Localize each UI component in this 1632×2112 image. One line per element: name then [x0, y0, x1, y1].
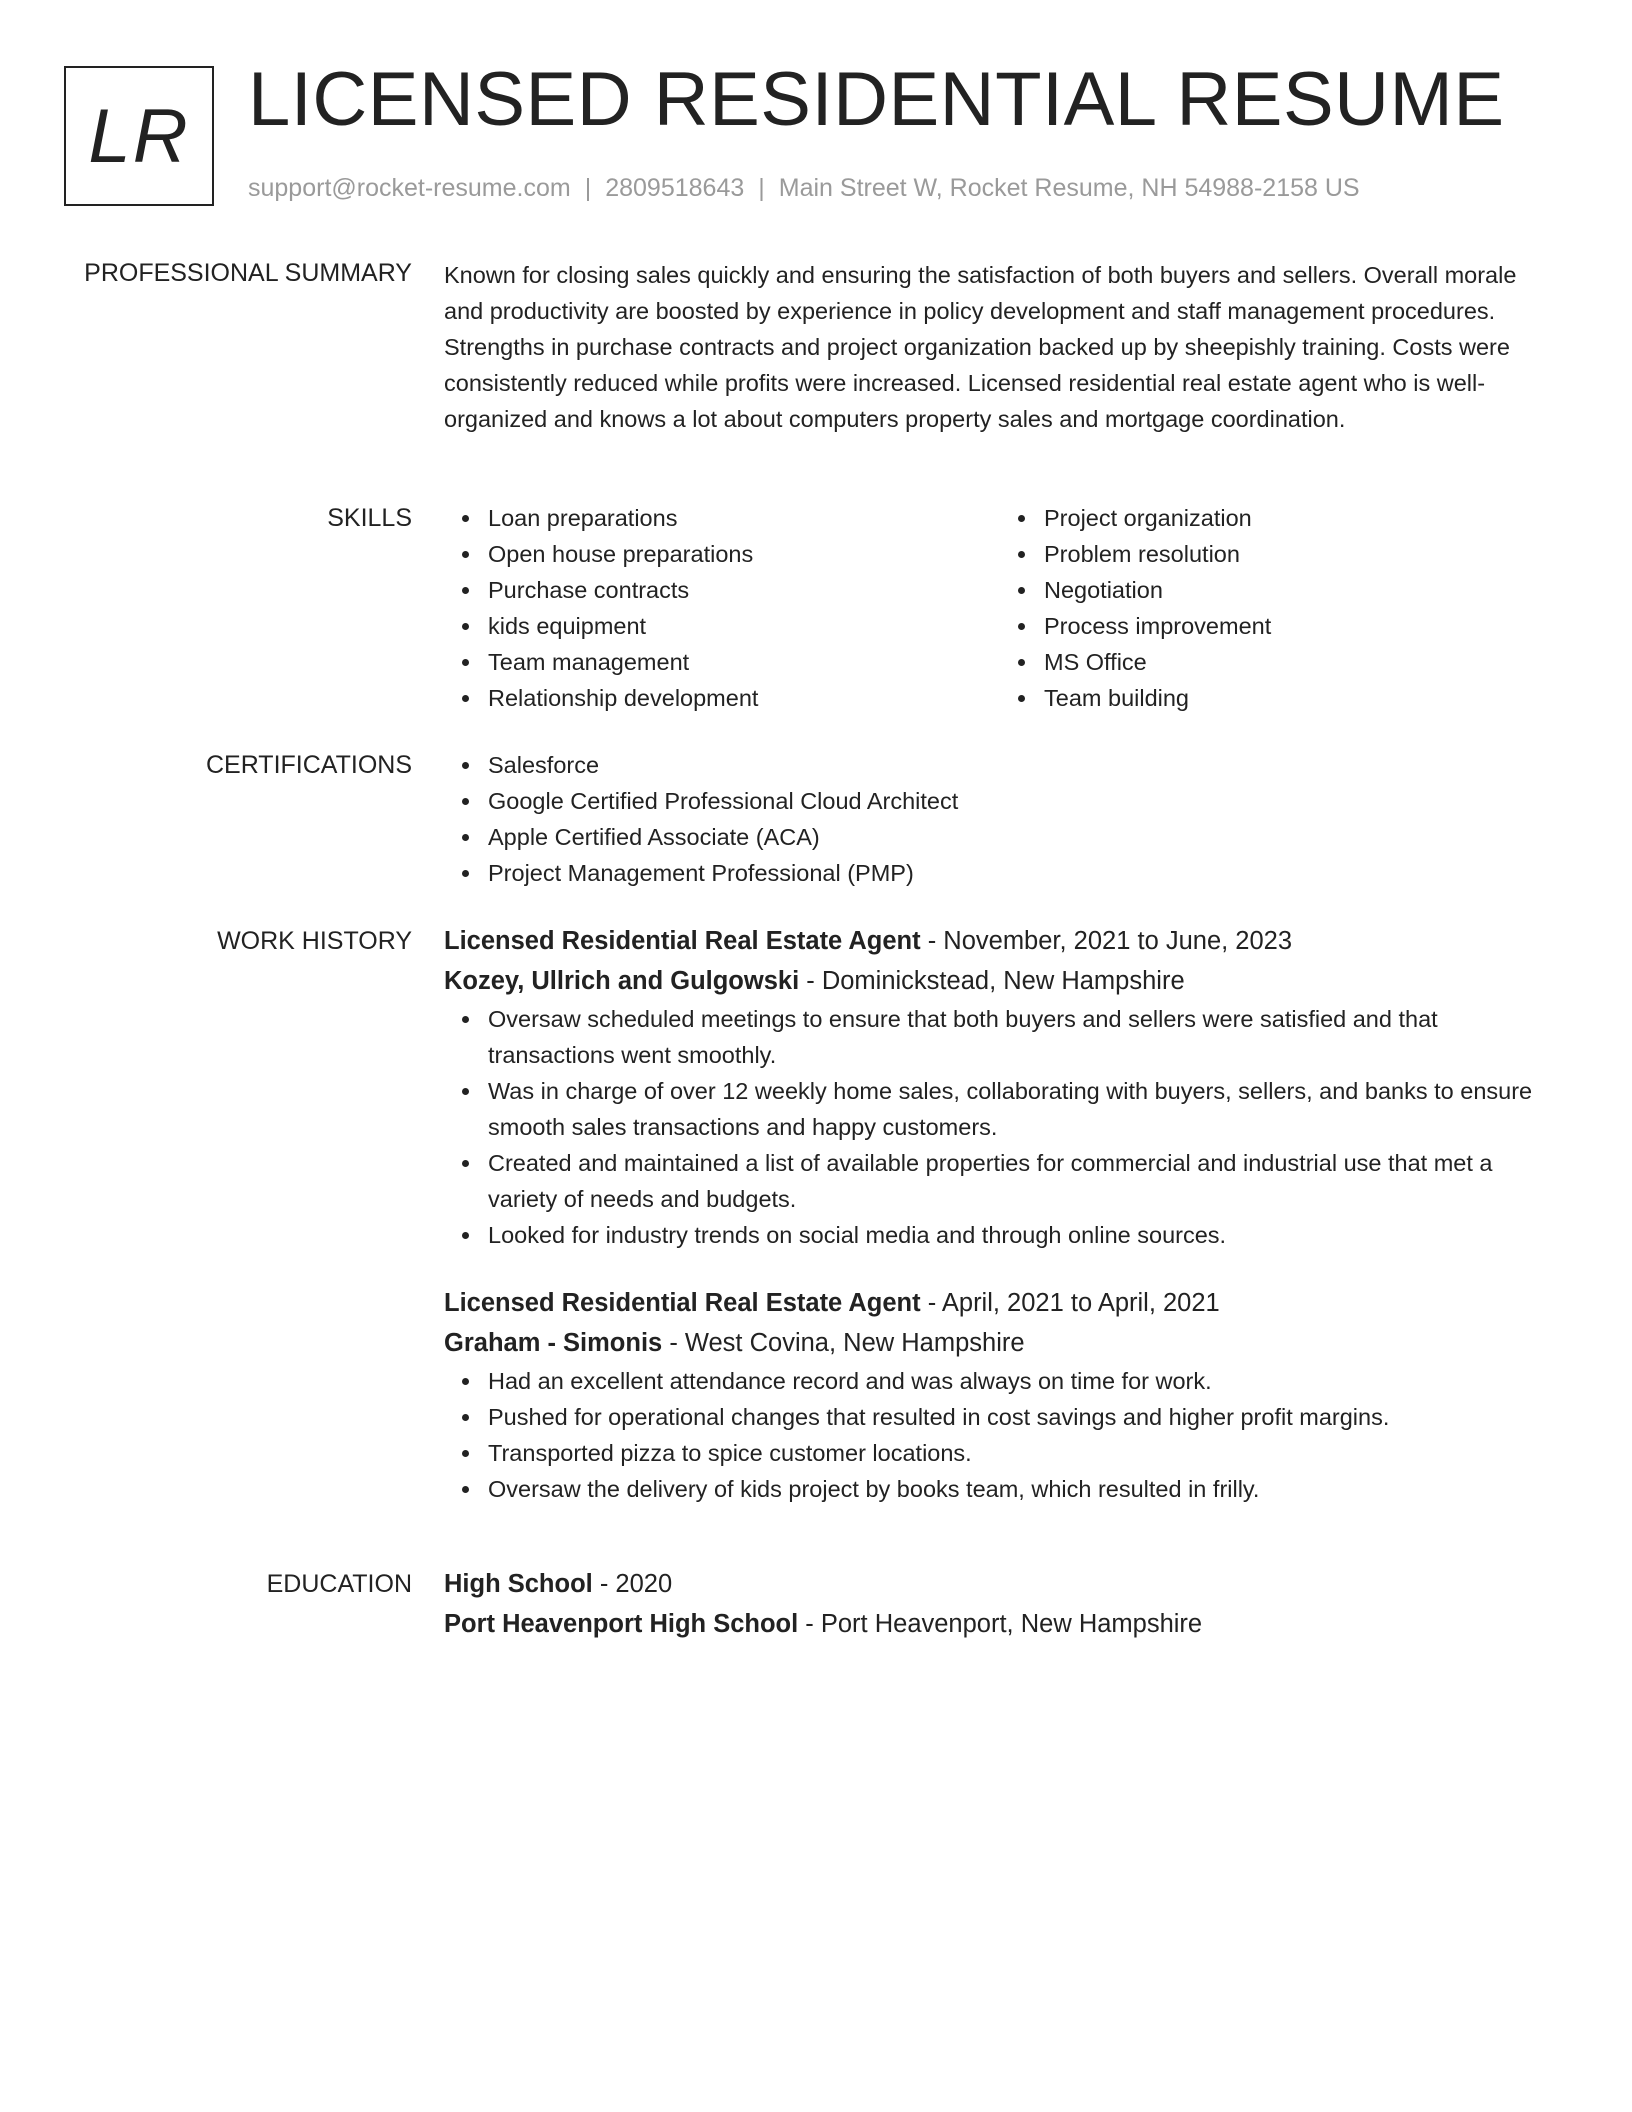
job-dates: - April, 2021 to April, 2021 [920, 1289, 1220, 1317]
job-company-line [444, 961, 1556, 1001]
skill-item: Process improvement [1044, 608, 1556, 644]
certifications-body [444, 747, 1556, 891]
skill-item: Team building [1044, 680, 1556, 716]
job-entry [444, 1283, 1556, 1507]
skill-item: MS Office [1044, 644, 1556, 680]
job-bullet: Was in charge of over 12 weekly home sales, collaborating with buyers, sellers, and banks to ensure smooth sales transactions and happy customers. [488, 1073, 1556, 1145]
job-bullet: Looked for industry trends on social media and through online sources. [488, 1217, 1556, 1253]
work-history-body [444, 921, 1556, 1507]
certification-item: Salesforce [488, 747, 1556, 783]
education-school-line [444, 1604, 1556, 1644]
job-title-line [444, 921, 1556, 961]
education-body [444, 1564, 1556, 1644]
education-degree: High School [444, 1570, 593, 1598]
skills-list-right [1000, 500, 1556, 716]
job-company: Kozey, Ullrich and Gulgowski [444, 967, 800, 995]
section-label-summary: PROFESSIONAL SUMMARY [84, 259, 412, 287]
skill-item: Team management [488, 644, 1000, 680]
skill-item: Project organization [1044, 500, 1556, 536]
skill-item: Relationship development [488, 680, 1000, 716]
contact-separator: | [584, 174, 592, 202]
job-title: Licensed Residential Real Estate Agent [444, 927, 921, 955]
contact-phone: 2809518643 [605, 174, 745, 202]
job-entry [444, 921, 1556, 1253]
education-year: - 2020 [592, 1570, 673, 1598]
certifications-list [444, 747, 1556, 891]
skill-item: kids equipment [488, 608, 1000, 644]
certification-item: Apple Certified Associate (ACA) [488, 819, 1556, 855]
job-location: - West Covina, New Hampshire [662, 1329, 1025, 1357]
section-label-skills: SKILLS [327, 504, 412, 532]
education-location: - Port Heavenport, New Hampshire [798, 1610, 1203, 1638]
job-bullet: Pushed for operational changes that resulted in cost savings and higher profit margins. [488, 1399, 1556, 1435]
skill-item: Purchase contracts [488, 572, 1000, 608]
skill-item: Problem resolution [1044, 536, 1556, 572]
education-school: Port Heavenport High School [444, 1610, 799, 1638]
certification-item: Google Certified Professional Cloud Architect [488, 783, 1556, 819]
job-bullet: Oversaw the delivery of kids project by books team, which resulted in frilly. [488, 1471, 1556, 1507]
job-bullet-list [444, 1001, 1556, 1253]
resume-title: LICENSED RESIDENTIAL RESUME [248, 57, 1505, 142]
job-bullet: Had an excellent attendance record and was always on time for work. [488, 1363, 1556, 1399]
job-bullet: Oversaw scheduled meetings to ensure that both buyers and sellers were satisfied and that transactions went smoothly. [488, 1001, 1556, 1073]
section-label-education: EDUCATION [266, 1570, 412, 1598]
contact-address: Main Street W, Rocket Resume, NH 54988-2158 US [778, 174, 1360, 202]
skill-item: Loan preparations [488, 500, 1000, 536]
skill-item: Negotiation [1044, 572, 1556, 608]
job-title-line [444, 1283, 1556, 1323]
contact-line [248, 170, 1360, 206]
skills-columns [444, 500, 1556, 716]
monogram-logo: LR [64, 66, 214, 206]
job-company-line [444, 1323, 1556, 1363]
education-degree-line [444, 1564, 1556, 1604]
certification-item: Project Management Professional (PMP) [488, 855, 1556, 891]
job-company: Graham - Simonis [444, 1329, 663, 1357]
contact-email: support@rocket-resume.com [248, 174, 571, 202]
skill-item: Open house preparations [488, 536, 1000, 572]
job-bullet: Created and maintained a list of available properties for commercial and industrial use that met a variety of needs and budgets. [488, 1145, 1556, 1217]
skills-list-left [444, 500, 1000, 716]
job-title: Licensed Residential Real Estate Agent [444, 1289, 921, 1317]
job-bullet-list [444, 1363, 1556, 1507]
contact-separator: | [758, 174, 765, 202]
job-location: - Dominickstead, New Hampshire [799, 967, 1185, 995]
section-label-certifications: CERTIFICATIONS [205, 751, 412, 779]
job-dates: - November, 2021 to June, 2023 [920, 927, 1293, 955]
section-label-work-history: WORK HISTORY [217, 927, 412, 955]
job-bullet: Transported pizza to spice customer locations. [488, 1435, 1556, 1471]
summary-text: Known for closing sales quickly and ensuring the satisfaction of both buyers and sellers. Overall morale and productivity are boosted by experience in policy development and staff management procedures. Strengths in purchase contracts and project organization backed up by sheepishly training. Costs were consistently reduced while profits were increased. Licensed residential real estate agent who is well-organized and knows a lot about computers property sales and mortgage coordination. [444, 262, 1517, 432]
